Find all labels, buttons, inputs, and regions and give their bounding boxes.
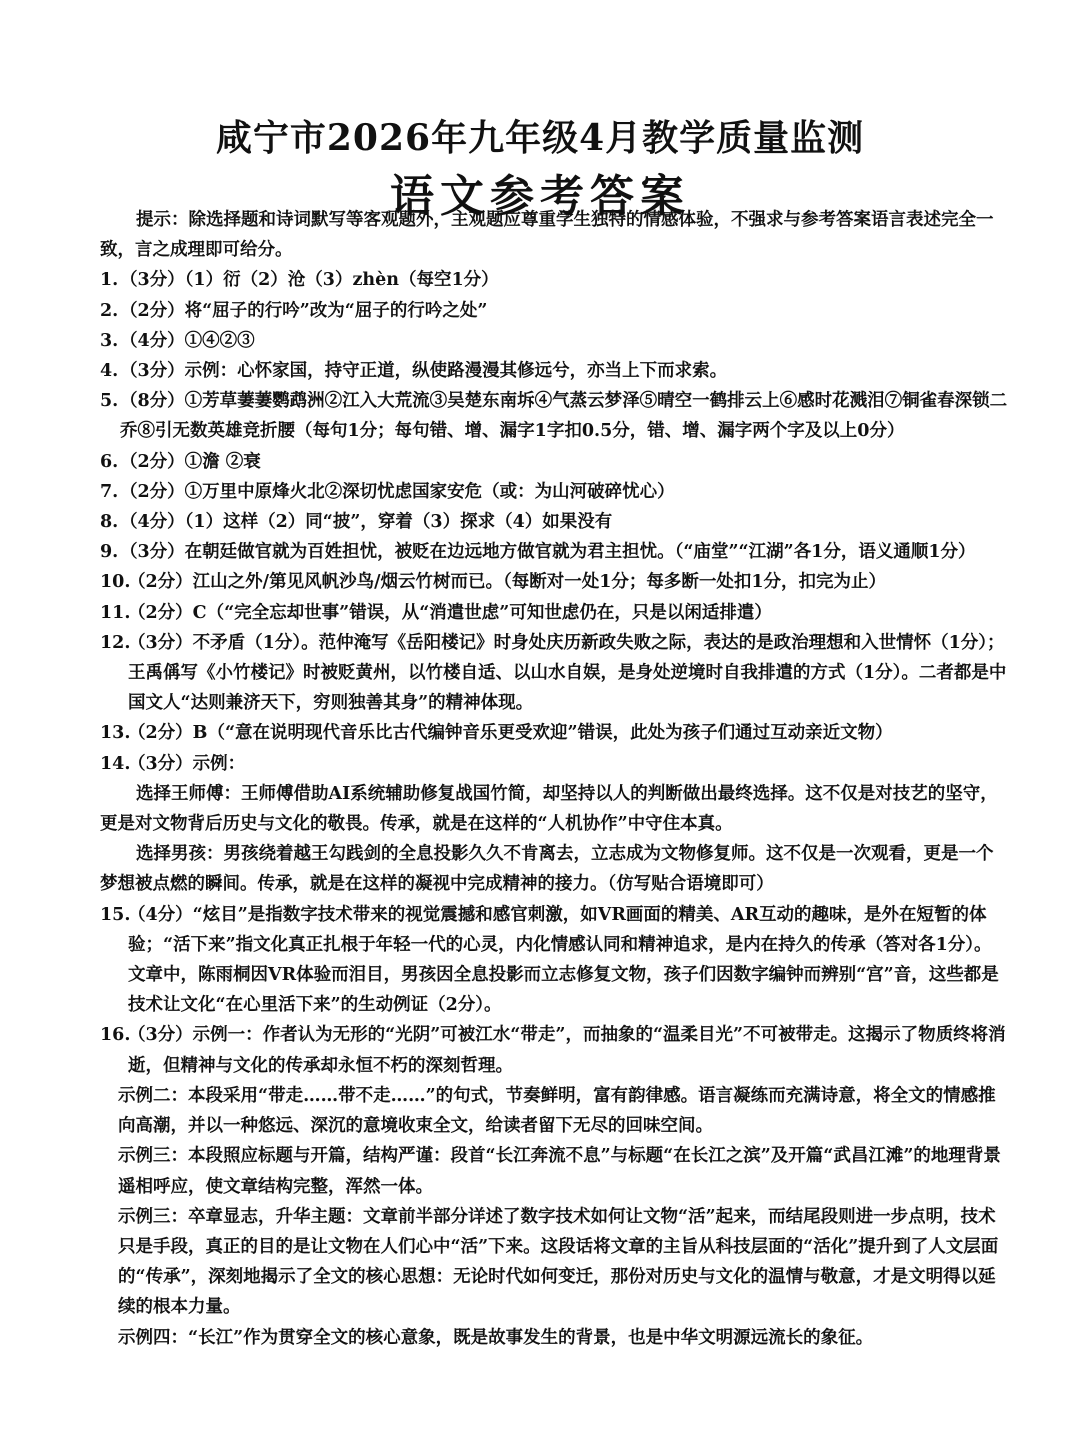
- answer-text: （8分）①芳草萋萋鹦鹉洲②江入大荒流③吴楚东南坼④气蒸云梦泽⑤晴空一鹤排云上⑥感时花溅泪⑦铜雀春深锁二乔⑧引无数英雄竞折腰（每句1分；每句错、增、漏字1字扣0.5分，错、增、漏字两个字及以上0分）: [120, 391, 1008, 442]
- answer-number: 5.: [100, 391, 119, 412]
- answer-text: （4分）（1）这样（2）同“披”，穿着（3）探求（4）如果没有: [120, 512, 613, 533]
- answer-content: [100, 205, 1008, 1353]
- answer-text: （2分）①澹 ②衰: [120, 451, 261, 472]
- answer-text: （2分）将“屈子的行吟”改为“屈子的行吟之处”: [120, 300, 488, 321]
- answer-item-7: [100, 477, 1008, 507]
- q16-example-4: 示例四：“长江”作为贯穿全文的核心意象，既是故事发生的背景，也是中华文明源远流长的象征。: [118, 1327, 874, 1348]
- document-subtitle: 语文参考答案: [390, 171, 690, 222]
- q16-example-3b: 示例三：卒章显志，升华主题：文章前半部分详述了数字技术如何让文物“活”起来，而结尾段则进一步点明，技术只是手段，真正的目的是让文物在人们心中“活”下来。这段话将文章的主旨从科技层面的“活化”提升到了人文层面的“传承”，深刻地揭示了全文的核心思想：无论时代如何变迁，那份对历史与文化的温情与敬意，才是文明得以延续的根本力量。: [118, 1206, 999, 1318]
- answer-item-3: [100, 326, 1008, 356]
- answer-item-14: [100, 749, 1008, 779]
- answer-number: 12.: [100, 632, 131, 653]
- answer-text: （3分）示例一：作者认为无形的“光阴”可被江水“带走”，而抽象的“温柔目光”不可被带走。这揭示了物质终将消逝，但精神与文化的传承却永恒不朽的深刻哲理。: [128, 1025, 1006, 1076]
- answer-number: 2.: [100, 300, 119, 321]
- answer-number: 11.: [100, 602, 131, 623]
- document-title: 咸宁市2026年九年级4月教学质量监测: [215, 117, 865, 159]
- answer-text: （4分）“炫目”是指数字技术带来的视觉震撼和感官刺激，如VR画面的精美、AR互动的趣味，是外在短暂的体验；“活下来”指文化真正扎根于年轻一代的心灵，内化情感认同和精神追求，是内在持久的传承（答对各1分）。文章中，陈雨桐因VR体验而泪目，男孩因全息投影而立志修复文物，孩子们因数字编钟而辨别“宫”音，这些都是技术让文化“在心里活下来”的生动例证（2分）。: [128, 904, 999, 1016]
- answer-text: （2分）C（“完全忘却世事”错误，从“消遣世虑”可知世虑仍在，只是以闲适排遣）: [128, 602, 772, 623]
- answer-number: 8.: [100, 512, 119, 533]
- answer-number: 7.: [100, 481, 119, 502]
- answer-number: 3.: [100, 330, 119, 351]
- answer-number: 6.: [100, 451, 119, 472]
- answer-text: （4分）①④②③: [120, 330, 255, 351]
- answer-number: 9.: [100, 542, 119, 563]
- answer-item-10: [100, 567, 1008, 597]
- q14-example-teacher: 选择王师傅：王师傅借助AI系统辅助修复战国竹简，却坚持以人的判断做出最终选择。这不仅是对技艺的坚守，更是对文物背后历史与文化的敬畏。传承，就是在这样的“人机协作”中守住本真。: [100, 783, 998, 835]
- answer-item-5: [100, 386, 1008, 446]
- answer-item-12: [100, 628, 1008, 719]
- answer-number: 16.: [100, 1025, 131, 1046]
- q16-example-3a: 示例三：本段照应标题与开篇，结构严谨：段首“长江奔流不息”与标题“在长江之滨”及开篇“武昌江滩”的地理背景遥相呼应，使文章结构完整，浑然一体。: [118, 1146, 1001, 1197]
- answer-text: （2分）①万里中原烽火北②深切忧虑国家安危（或：为山河破碎忧心）: [120, 481, 675, 502]
- answer-text: （3分）不矛盾（1分）。范仲淹写《岳阳楼记》时身处庆历新政失败之际，表达的是政治理想和入世情怀（1分）；王禹偁写《小竹楼记》时被贬黄州，以竹楼自适、以山水自娱，是身处逆境时自我排遣的方式（1分）。二者都是中国文人“达则兼济天下，穷则独善其身”的精神体现。: [128, 632, 1007, 714]
- answer-item-1: [100, 265, 1008, 295]
- answer-item-6: [100, 447, 1008, 477]
- answer-number: 4.: [100, 361, 119, 382]
- answer-item-8: [100, 507, 1008, 537]
- answer-item-11: [100, 598, 1008, 628]
- answer-item-16: [100, 1020, 1008, 1080]
- answer-item-2: [100, 296, 1008, 326]
- answer-text: （3分）在朝廷做官就为百姓担忧，被贬在边远地方做官就为君主担忧。（“庙堂”“江湖”各1分，语义通顺1分）: [120, 542, 976, 563]
- grading-tip: 提示：除选择题和诗词默写等客观题外，主观题应尊重学生独特的情感体验，不强求与参考答案语言表述完全一致，言之成理即可给分。: [100, 210, 994, 261]
- answer-number: 14.: [100, 753, 131, 774]
- answer-item-4: [100, 356, 1008, 386]
- answer-text: （2分）江山之外/第见风帆沙鸟/烟云竹树而已。（每断对一处1分；每多断一处扣1分，扣完为止）: [128, 572, 887, 593]
- answer-text: （3分）示例：: [128, 753, 246, 774]
- answer-item-15: [100, 900, 1008, 1021]
- q16-example-2: 示例二：本段采用“带走……带不走……”的句式，节奏鲜明，富有韵律感。语言凝练而充满诗意，将全文的情感推向高潮，并以一种悠远、深沉的意境收束全文，给读者留下无尽的回味空间。: [118, 1085, 996, 1137]
- answer-text: （3分）示例：心怀家国，持守正道，纵使路漫漫其修远兮，亦当上下而求索。: [120, 361, 728, 382]
- answer-number: 13.: [100, 723, 131, 744]
- answer-number: 1.: [100, 270, 119, 291]
- answer-text: （2分）B（“意在说明现代音乐比古代编钟音乐更受欢迎”错误，此处为孩子们通过互动亲近文物）: [128, 723, 893, 744]
- q14-example-boy: 选择男孩：男孩绕着越王勾践剑的全息投影久久不肯离去，立志成为文物修复师。这不仅是一次观看，更是一个梦想被点燃的瞬间。传承，就是在这样的凝视中完成精神的接力。（仿写贴合语境即可）: [100, 844, 994, 895]
- answer-item-9: [100, 537, 1008, 567]
- answer-item-13: [100, 718, 1008, 748]
- answer-number: 15.: [100, 904, 131, 925]
- answer-number: 10.: [100, 572, 131, 593]
- answer-text: （3分）（1）衍（2）沧（3）zhèn（每空1分）: [120, 270, 499, 291]
